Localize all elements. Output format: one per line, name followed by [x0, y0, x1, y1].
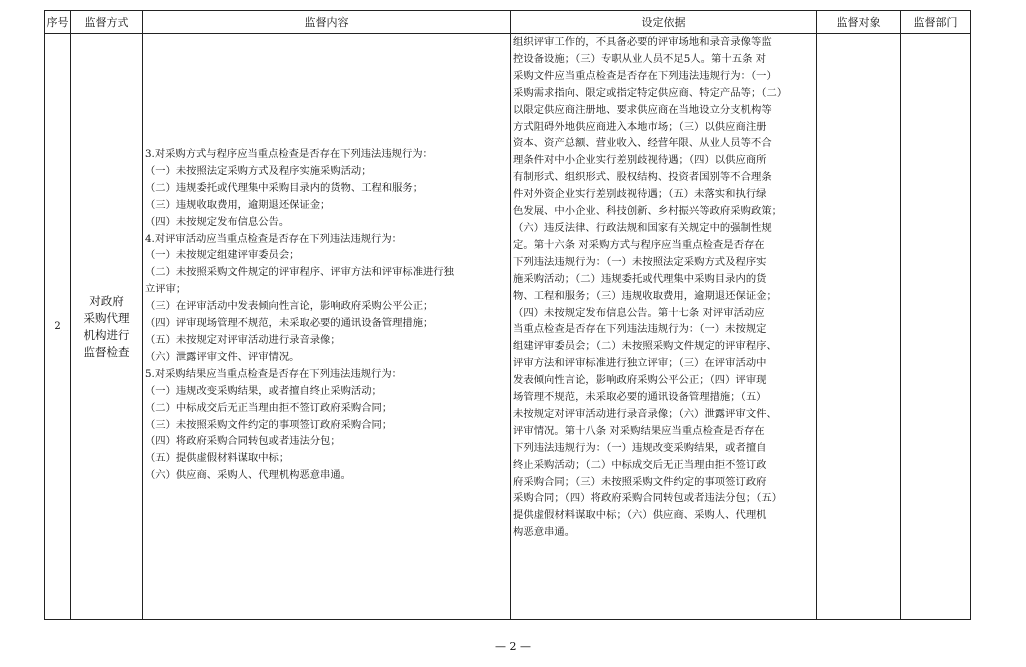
method-line: 机构进行 [83, 327, 130, 342]
basis-line: 场管理不规范，未采取必要的通讯设备管理措施；（五） [513, 391, 767, 404]
basis-line: 采购需求指向、限定或指定特定供应商、特定产品等；（二） [513, 86, 788, 99]
basis-line: 采购合同；（四）将政府采购合同转包或者违法分包；（五） [513, 492, 783, 505]
basis-line: 理条件对中小企业实行差别歧视待遇；（四）以供应商所 [513, 154, 767, 167]
method-line: 对政府 [89, 293, 124, 308]
basis-line: 施采购活动；（二）违规委托或代理集中采购目录内的货 [513, 272, 767, 285]
basis-line: 组建评审委员会；（二）未按照采购文件规定的评审程序、 [513, 340, 777, 353]
basis-line: 当重点检查是否存在下列违法违规行为：（一）未按规定 [513, 323, 767, 336]
content-line: 立评审； [145, 283, 187, 296]
content-line: （三）违规收取费用，逾期退还保证金； [145, 198, 331, 211]
basis-line: 下列违法违规行为：（一）未按照法定采购方式及程序实 [513, 255, 767, 268]
basis-line: 提供虚假材料谋取中标；（六）供应商、采购人、代理机 [513, 509, 767, 522]
content-lines [145, 34, 508, 484]
basis-line: 件对外资企业实行差别歧视待遇；（五）未落实和执行绿 [513, 188, 767, 201]
basis-line: 以限定供应商注册地、要求供应商在当地设立分支机构等 [513, 103, 772, 116]
basis-line: 资本、资产总额、营业收入、经营年限、从业人员等不合 [513, 137, 772, 150]
basis-line: 组织评审工作的，不具备必要的评审场地和录音录像等监 [513, 36, 772, 48]
content-line: 3.对采购方式与程序应当重点检查是否存在下列违法违规行为： [145, 148, 433, 160]
method-line: 采购代理 [83, 310, 130, 325]
content-line: （五）未按规定对评审活动进行录音录像； [145, 333, 341, 346]
content-line: （四）未按规定发布信息公告。 [145, 215, 290, 228]
content-line: （一）未按规定组建评审委员会； [145, 249, 300, 262]
header-content: 监督内容 [143, 11, 511, 34]
content-line: （六）供应商、采购人、代理机构恶意串通。 [145, 469, 351, 482]
supervision-content [143, 34, 511, 620]
method-line: 监督检查 [83, 344, 130, 359]
basis-line: 评审方法和评审标准进行独立评审；（三）在评审活动中 [513, 357, 767, 370]
table-header-row [45, 11, 971, 34]
header-target: 监督对象 [817, 11, 901, 34]
basis-line: 下列违法违规行为：（一）违规改变采购结果，或者擅自 [513, 441, 767, 454]
content-line: （一）未按照法定采购方式及程序实施采购活动； [145, 164, 372, 177]
basis-line: 终止采购活动；（二）中标成交后无正当理由拒不签订政 [513, 458, 767, 471]
basis-line: 评审情况。第十八条 对采购结果应当重点检查是否存在 [513, 424, 765, 437]
basis-line: 定。第十六条 对采购方式与程序应当重点检查是否存在 [513, 238, 765, 251]
basis-line: （四）未按规定发布信息公告。第十七条 对评审活动应 [513, 306, 765, 319]
supervision-method [71, 34, 143, 620]
basis-line: 采购文件应当重点检查是否存在下列违法违规行为：（一） [513, 69, 777, 82]
basis-line: 方式阻碍外地供应商进入本地市场；（三）以供应商注册 [513, 120, 767, 133]
content-line: （二）未按照采购文件规定的评审程序、评审方法和评审标准进行独 [145, 266, 454, 279]
content-line: （五）提供虚假材料谋取中标； [145, 452, 290, 465]
content-line: （六）泄露评审文件、评审情况。 [145, 350, 300, 363]
header-dept: 监督部门 [901, 11, 971, 34]
header-method: 监督方式 [71, 11, 143, 34]
header-num: 序号 [45, 11, 71, 34]
supervision-target [817, 34, 901, 620]
basis-line: 府采购合同；（三）未按照采购文件约定的事项签订政府 [513, 475, 767, 488]
content-line: （四）评审现场管理不规范，未采取必要的通讯设备管理措施； [145, 317, 434, 330]
basis-line: 物、工程和服务；（三）违规收取费用，逾期退还保证金； [513, 289, 777, 302]
content-line: （二）违规委托或代理集中采购目录内的货物、工程和服务； [145, 181, 424, 194]
row-number: 2 [45, 34, 71, 620]
content-line: 5.对采购结果应当重点检查是否存在下列违法违规行为： [145, 367, 402, 380]
basis-line: 有制形式、组织形式、股权结构、投资者国别等不合理条 [513, 171, 772, 184]
basis-line: 构恶意串通。 [513, 526, 576, 539]
content-line: （三）在评审活动中发表倾向性言论，影响政府采购公平公正； [145, 300, 434, 313]
page-number: — 2 — [495, 640, 531, 653]
basis-line: 色发展、中小企业、科技创新、乡村振兴等政府采购政策； [513, 205, 783, 218]
legal-basis [511, 34, 817, 620]
header-basis: 设定依据 [511, 11, 817, 34]
content-line: （一）违规改变采购结果，或者擅自终止采购活动； [145, 384, 382, 397]
table-row [45, 34, 971, 620]
content-line: （四）将政府采购合同转包或者违法分包； [145, 435, 341, 448]
basis-line: 未按规定对评审活动进行录音录像；（六）泄露评审文件、 [513, 407, 777, 420]
content-line: 4.对评审活动应当重点检查是否存在下列违法违规行为： [145, 232, 402, 245]
basis-line: 发表倾向性言论，影响政府采购公平公正；（四）评审现 [513, 374, 767, 387]
basis-line: 控设备设施；（三）专职从业人员不足5人。第十五条 对 [513, 52, 767, 65]
supervision-table [44, 10, 971, 620]
supervision-dept [901, 34, 971, 620]
content-line: （二）中标成交后无正当理由拒不签订政府采购合同； [145, 401, 393, 414]
content-line: （三）未按照采购文件约定的事项签订政府采购合同； [145, 418, 393, 431]
basis-line: （六）违反法律、行政法规和国家有关规定中的强制性规 [513, 221, 772, 234]
basis-lines [513, 34, 814, 541]
